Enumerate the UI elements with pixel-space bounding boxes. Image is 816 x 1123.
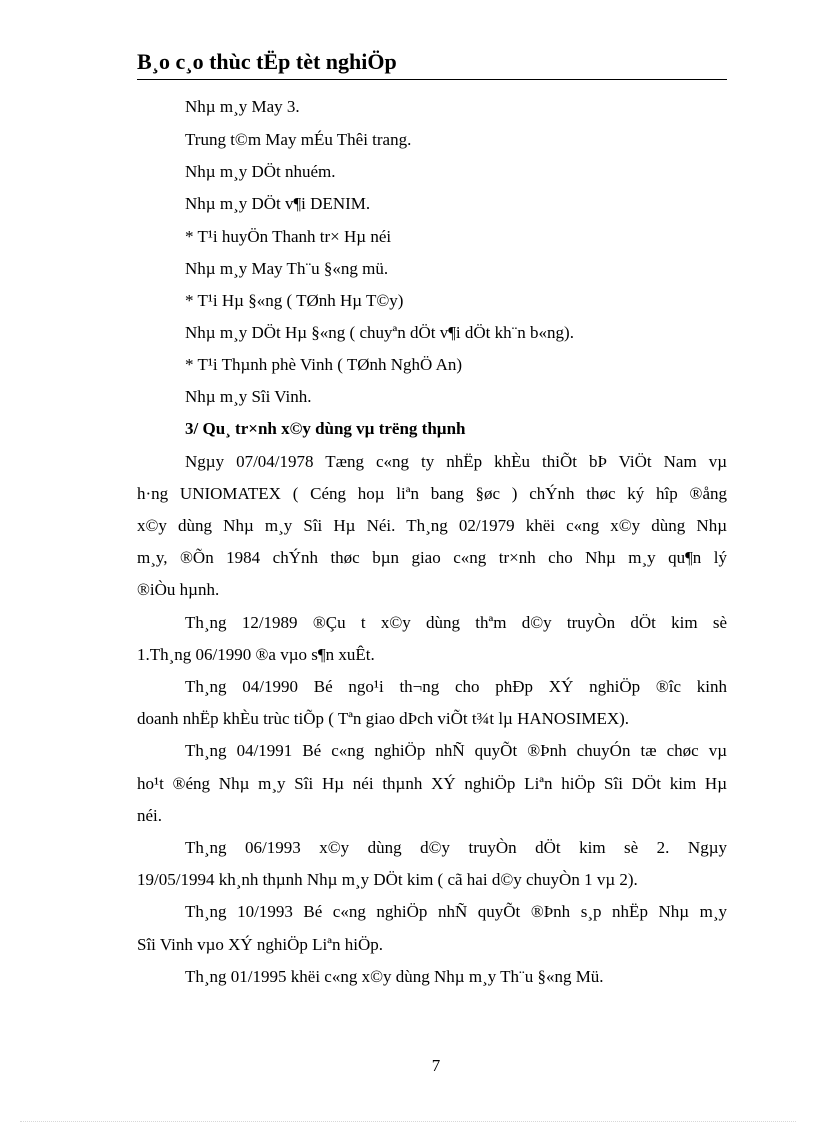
paragraph-line: h·ng UNIOMATEX ( Céng hoµ liªn bang §øc ) chÝnh thøc ký hîp ®ång xyxy=(137,484,727,503)
page-bottom-divider xyxy=(20,1121,796,1122)
paragraph-line: Sîi Vinh vµo XÝ nghiÖp Liªn hiÖp. xyxy=(137,935,383,954)
text-line: Trung t©m May mÉu Thêi trang. xyxy=(185,130,412,149)
paragraph-line: Th¸ng 10/1993 Bé c«ng nghiÖp nhÑ quyÕt ®Þnh s¸p nhËp Nhµ m¸y xyxy=(185,902,727,921)
paragraph-line: Th¸ng 04/1990 Bé ngo¹i th¬ng cho phÐp XÝ nghiÖp ®îc kinh xyxy=(185,677,727,696)
paragraph-line: néi. xyxy=(137,806,163,825)
text-line: Nhµ m¸y DÖt v¶i DENIM. xyxy=(185,194,371,213)
document-header: B¸o c¸o thùc tËp tèt nghiÖp xyxy=(137,48,727,80)
paragraph-line: Th¸ng 01/1995 khëi c«ng x©y dùng Nhµ m¸y Th¨u §«ng Mü. xyxy=(185,967,604,986)
text-line: Nhµ m¸y Sîi Vinh. xyxy=(185,387,312,406)
text-line: Nhµ m¸y DÖt nhuém. xyxy=(185,162,336,181)
paragraph-line: ®iÒu hµnh. xyxy=(137,580,220,599)
text-line: Nhµ m¸y May Th¨u §«ng mü. xyxy=(185,259,389,278)
paragraph-line: Th¸ng 06/1993 x©y dùng d©y truyÒn dÖt kim sè 2. Ngµy xyxy=(185,838,727,857)
paragraph-line: 19/05/1994 kh¸nh thµnh Nhµ m¸y DÖt kim ( cã hai d©y chuyÒn 1 vµ 2). xyxy=(137,870,638,889)
paragraph-line: Ngµy 07/04/1978 Tæng c«ng ty nhËp khÈu thiÕt bÞ ViÖt Nam vµ xyxy=(185,452,727,471)
paragraph-line: m¸y, ®Õn 1984 chÝnh thøc bµn giao c«ng tr×nh cho Nhµ m¸y qu¶n lý xyxy=(137,548,727,567)
page-number: 7 xyxy=(431,1056,441,1075)
text-line: * T¹i huyÖn Thanh tr× Hµ néi xyxy=(185,227,392,246)
text-line: Nhµ m¸y DÖt Hµ §«ng ( chuyªn dÖt v¶i dÖt kh¨n b«ng). xyxy=(185,323,574,342)
paragraph-line: 1.Th¸ng 06/1990 ®a vµo s¶n xuÊt. xyxy=(137,645,375,664)
paragraph-line: doanh nhËp khÈu trùc tiÕp ( Tªn giao dÞch viÕt t¾t lµ HANOSIMEX). xyxy=(137,709,630,728)
paragraph-line: ho¹t ®éng Nhµ m¸y Sîi Hµ néi thµnh XÝ nghiÖp Liªn hiÖp Sîi DÖt kim Hµ xyxy=(137,774,727,793)
text-line: * T¹i Hµ §«ng ( TØnh Hµ T©y) xyxy=(185,291,404,310)
paragraph-line: Th¸ng 04/1991 Bé c«ng nghiÖp nhÑ quyÕt ®Þnh chuyÓn tæ chøc vµ xyxy=(185,741,727,760)
section-heading: 3/ Qu¸ tr×nh x©y dùng vµ trëng thµnh xyxy=(185,419,466,438)
text-line: * T¹i Thµnh phè Vinh ( TØnh NghÖ An) xyxy=(185,355,463,374)
text-line: Nhµ m¸y May 3. xyxy=(185,97,300,116)
paragraph-line: x©y dùng Nhµ m¸y Sîi Hµ Néi. Th¸ng 02/1979 khëi c«ng x©y dùng Nhµ xyxy=(137,516,727,535)
paragraph-line: Th¸ng 12/1989 ®Çu t x©y dùng thªm d©y truyÒn dÖt kim sè xyxy=(185,613,727,632)
